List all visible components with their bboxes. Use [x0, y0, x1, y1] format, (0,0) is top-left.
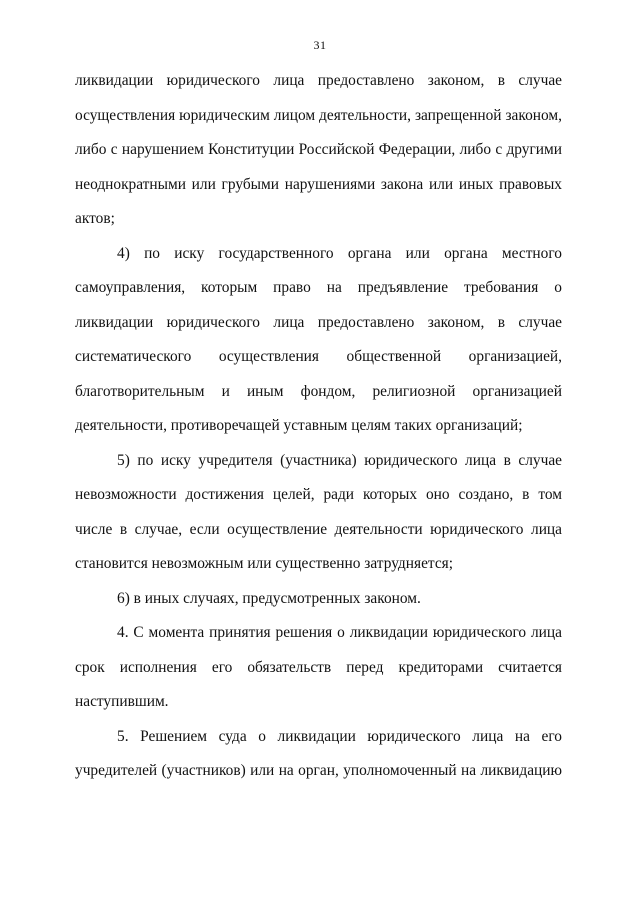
paragraph-item-4: 4) по иску государственного органа или органа местного самоуправления, которым право на предъявление требования о ликвидации юридического лица предоставлено законом, в случае систематического осуществления общественной организацией, благотворительным и иным фондом, религиозной организацией деятельности, противоречащей уставным целям таких организаций;	[75, 244, 562, 434]
page-number: 31	[313, 38, 327, 52]
paragraph-clause-5: 5. Решением суда о ликвидации юридического лица на его учредителей (участников) или на орган, уполномоченный на ликвидацию	[75, 727, 562, 779]
document-body	[75, 64, 562, 789]
paragraph-item-6: 6) в иных случаях, предусмотренных законом.	[117, 589, 421, 607]
paragraph-clause-4: 4. С момента принятия решения о ликвидации юридического лица срок исполнения его обязательств перед кредиторами считается наступившим.	[75, 624, 562, 710]
paragraph-item-5: 5) по иску учредителя (участника) юридического лица в случае невозможности достижения целей, ради которых оно создано, в том числе в случае, если осуществление деятельности юридического лица становится невозможным или существенно затрудняется;	[75, 451, 562, 572]
paragraph-continuation: ликвидации юридического лица предоставлено законом, в случае осуществления юридическим лицом деятельности, запрещенной законом, либо с нарушением Конституции Российской Федерации, либо с другими неоднократными или грубыми нарушениями закона или иных правовых актов;	[75, 72, 562, 227]
